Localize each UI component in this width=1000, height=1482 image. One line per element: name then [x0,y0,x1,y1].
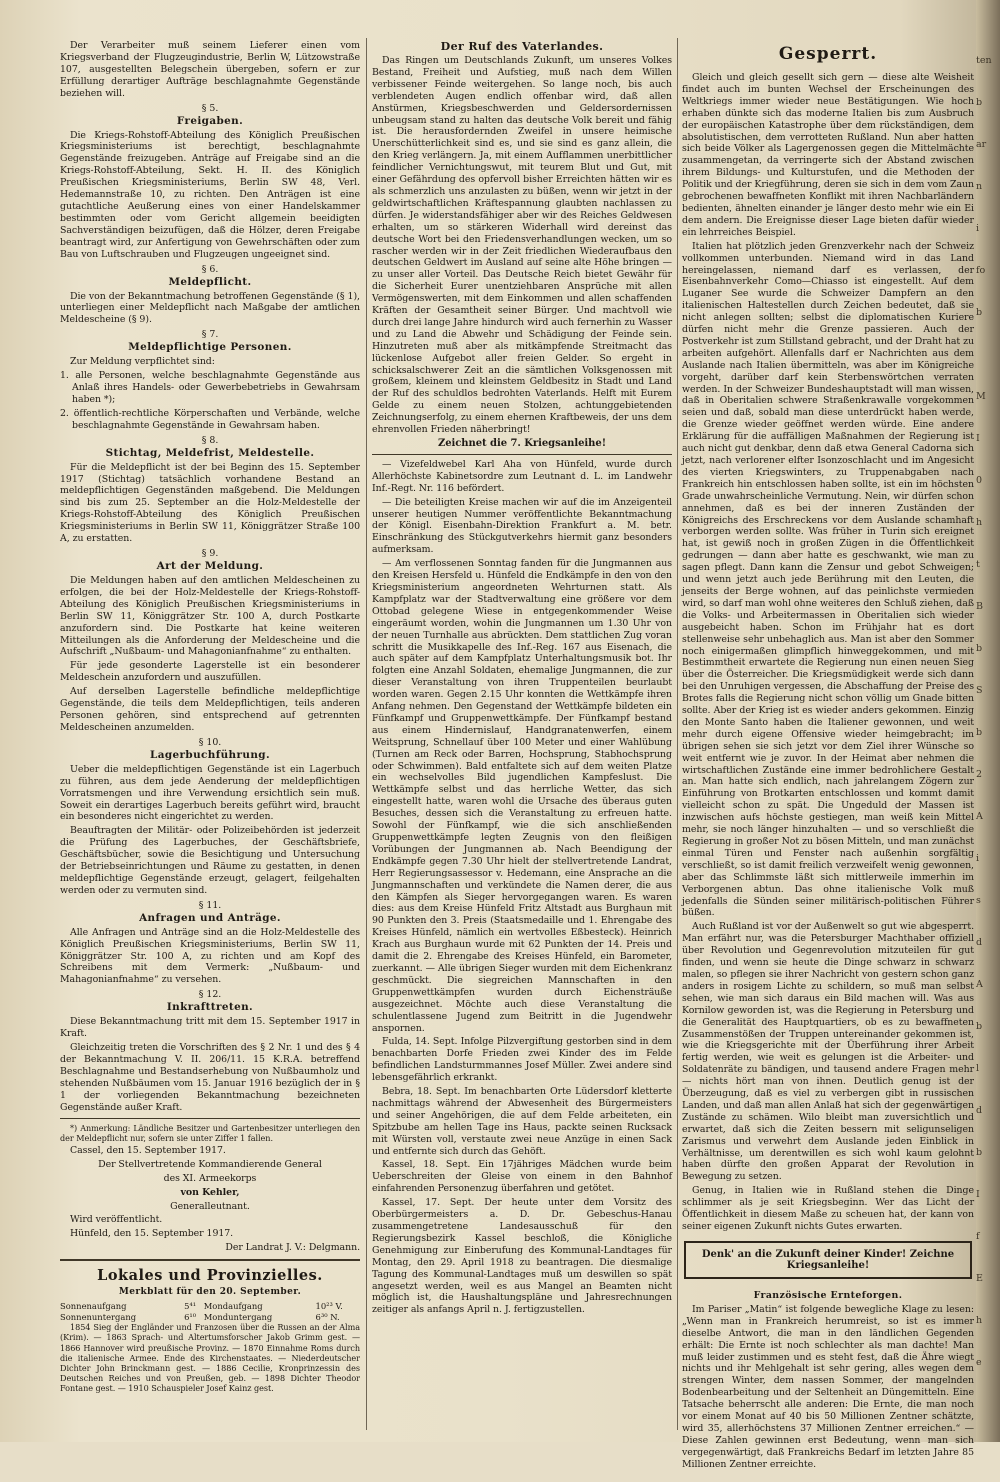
section-7-number: § 7. [201,329,219,341]
section-6-text: Die von der Bekanntmachung betroffenen Gegenstände (§ 1), unterliegen einer Meldepflicht nach Maßgabe der amtlichen Meldescheine (§ 9). [60,290,360,326]
section-7-list [60,370,360,432]
section-7-item-1: 1. alle Personen, welche beschlagnahmte Gegenstände aus Anlaß ihres Handels- oder Gewerbebetriebs in Gewahrsam haben *); [60,370,360,405]
intro-paragraph: Der Verarbeiter muß seinem Lieferer einen vom Kriegsverband der Flugzeugindustrie, Berlin W, Lützowstraße 107, ausgestellten Belegschein übergeben, sofern er zur Erfüllung derartiger Aufträge beschlagnahmte Gegenstände beziehen will. [60,40,360,99]
news-railway-notice: — Die beteiligten Kreise machen wir auf die im Anzeigenteil unserer heutigen Nummer veröffentlichte Bekanntmachung der Königl. Eisenbahn-Direktion Frankfurt a. M. betr. Einschränkung des Stückgutverkehrs hiermit ganz besonders aufmerksam. [372,496,672,556]
section-8-text: Für die Meldepflicht ist der bei Beginn des 15. September 1917 (Stichtag) tatsächlich vorhandene Bestand an meldepflichtigen Gegenständen maßgebend. Die Meldungen sind bis zum 25. September an die Holz-Meldestelle der Kriegs-Rohstoff-Abteilung des Königlich Preußischen Kriegsministeriums in Berlin SW 11, Königgrätzer Straße 100 A, zu erstatten. [60,461,360,545]
section-12-text-1: Diese Bekanntmachung tritt mit dem 15. September 1917 in Kraft. [60,1016,360,1040]
landrat-signature: Der Landrat J. V.: Delgmann. [225,1242,360,1254]
page-edge-text: ten b ar n i fo b M I 0 h t B b S b 2 A i s d A b l d b I f E h e [976,55,992,1368]
section-11-text: Alle Anfragen und Anträge sind an die Holz-Meldestelle des Königlich Preußischen Kriegsministeriums, Berlin SW 11, Königgrätzer Str. 100 A, zu richten und am Kopf des Schreibens mit dem Vermerk: „Nußbaum- und Mahagonianfnahme“ zu versehen. [60,926,360,986]
war-loan-box: Denk' an die Zukunft deiner Kinder! Zeichne Kriegsanleihe! [684,1241,972,1279]
footnote: *) Anmerkung: Ländliche Besitzer und Gartenbesitzer unterliegen den der Meldepflicht nur, sofern sie unter Ziffer 1 fallen. [60,1122,360,1143]
vaterland-closing: Zeichnet die 7. Kriegsanleihe! [437,438,607,449]
almanac-time: 6¹⁰ [184,1311,197,1322]
section-9-text-3: Auf derselben Lagerstelle befindliche meldepflichtige Gegenstände, die teils dem Meldepflichtigen, teils anderen Personen gehören, sind entsprechend auf getrennten Meldescheinen anzumelden. [60,686,360,733]
gesperrt-paragraph-3: Auch Rußland ist vor der Außenwelt so gut wie abgesperrt. Man erfährt nur, was die Petersburger Machthaber offiziell über Revolution und Gegenrevolution mitzuteilen für gut finden, und wenn sie heute die Dinge schwarz in schwarz malen, so pflegen sie ihrer Nachricht von gestern schon ganz anders in rosigem Lichte zu schildern, so muß man selbst sehen, wie man sich daraus ein Bild machen will. Was aus Kornilow geworden ist, was die Regierung in Petersburg und die Generalität des Hauptquartiers, ob es zu bewaffneten Zusammenstößen der Truppen untereinander gekommen ist, wie die Kriegsgerichte mit der Überführung ihrer Arbeit fertig werden, wie weit es gelungen ist die Arbeiter- und Soldatenräte zu bändigen, und tausend andere Fragen mehr — nichts hört man von ihnen. Deutlich genug ist der Überzeugung, daß es viel zu verbergen gibt in russischen Landen, und daß man allen Anlaß hat sich der gegenwärtigen Zustände zu schämen. Wilo bleibt man zuversichtlich und erwartet, daß sich die Zeiten bessern mit seligunseligen Zarismus und verwehrt dem Auslande jeden Einblick in Verhältnisse, um derentwillen es sich wohl kaum gelohnt haben dürfte den großen Apparat der Revolution in Bewegung zu setzen. [682,921,974,1183]
place-date: Cassel, den 15. September 1917. [70,1144,226,1156]
section-6-number: § 6. [201,263,219,275]
almanac-label: Sonnenuntergang [60,1311,137,1322]
section-10-number: § 10. [198,736,222,748]
news-kassel-landtag: Kassel, 17. Sept. Der heute unter dem Vorsitz des Oberbürgermeisters a. D. Dr. Gebeschus-Hanau zusammengetretene Landesausschuß für den Regierungsbezirk Kassel beschloß, die Königliche Genehmigung zur Einberufung des Kommunal-Landtages für Montag, den 29. April 1918 zu beantragen. Die diesmalige Tagung des Kommunal-Landtages muß um deswillen so spät angesetzt werden, weil es aus Mangel an Beamten nicht möglich ist, die Haushaltungspläne und Jahresrechnungen zeitiger als anfangs April n. J. fertigzustellen. [372,1197,672,1316]
news-youth-contest: — Am verflossenen Sonntag fanden für die Jungmannen aus den Kreisen Hersfeld u. Hünfeld die Endkämpfe in den von den Kriegsministerium angeordneten Wehrturnen statt. Als Kampfplatz war der Stadtverwaltung eine größere vor dem Ottobad gelegene Wiese in entgegenkommender Weise eingeräumt worden, wohin die Jungmannen um 1.30 Uhr von der neuen Turnhalle aus abrückten. Dem stattlichen Zug voran schritt die Musikkapelle des Inf.-Reg. 167 aus Eisenach, die auch später auf dem Kampfplatz Unterhaltungsmusik bot. Ihr folgten eine Anzahl Soldaten, ehemalige Jungmannen, die zur dieser Veranstaltung von ihren Truppenteilen beurlaubt worden waren. Gegen 2.15 Uhr konnten die Wettkämpfe ihren Anfang nehmen. Den Gegenstand der Wettkämpfe bildeten ein Fünfkampf und Gruppenwettkämpfe. Der Fünfkampf bestand aus einem Hindernislauf, Handgranatenwerfen, einem Weitsprung, Schnellauf über 100 Meter und einer Wahlübung (Turnen am Reck oder Barren, Hochsprung, Stabhochsprung oder Schwimmen). Bald entfaltete sich auf dem weiten Platze ein wechselvolles Bild jugendlichen Kampfeslust. Die Wettkämpfe selbst und das herrliche Wetter, das sich eingestellt hatte, waren wohl die Ursache des überaus guten Besuches, dessen sich die Veranstaltung zu erfreuen hatte. Sowohl der Fünfkampf, wie die sich anschließenden Gruppenwettkämpfe legten Zeugnis von den fleißigen Vorübungen der Jungmannen ab. Nach Beendigung der Endkämpfe gegen 7.30 Uhr hielt der stellvertretende Landrat, Herr Regierungsassessor v. Hedemann, eine Ansprache an die Jungmannschaften und verkündete die Namen derer, die aus den Kämpfen als Sieger hervorgegangen waren. Es waren dies: aus dem Kreise Hünfeld Fritz Altstadt aus Burghaun mit 90 Punkten den 3. Preis (Staatsmedaille und 1. Ehrengabe des Kreises Hünfeld, nämlich ein wertvolles Eßbesteck). Heinrich Krach aus Burghaun wurde mit 62 Punkten der 14. Preis und damit die 2. Ehrengabe des Kreises Hünfeld, ein Barometer, zuerkannt. — Alle übrigen Sieger wurden mit dem Eichenkranz geschmückt. Die siegreichen Mannschaften in den Gruppenwettkämpfen wurden durch Eichensträuße ausgezeichnet. Möchte auch diese Veranstaltung die schulentlassene Jugend zum Beitritt in die Jugendwehr anspornen. [372,558,672,1034]
column-middle [372,40,672,1425]
gesperrt-title: Gesperrt. [778,44,878,64]
signature-line-2: des XI. Armeekorps [163,1172,257,1184]
lokales-divider [60,1259,360,1261]
almanac-table [60,1301,360,1322]
column-rule [366,38,367,1430]
news-kassel-accident: Kassel, 18. Sept. Ein 17jähriges Mädchen wurde beim Ueberschreiten der Gleise von einem in den Bahnhof einfahrenden Personenzug überfahren und getötet. [372,1159,672,1195]
lokales-title: Lokales und Provinzielles. [97,1267,323,1285]
section-8-number: § 8. [201,434,219,446]
column-left [60,40,360,1425]
section-11-number: § 11. [198,899,222,911]
gesperrt-paragraph-2: Italien hat plötzlich jeden Grenzverkehr nach der Schweiz vollkommen unterbunden. Niemand wird in das Land hereingelassen, niemand darf es verlassen, der Eisenbahnverkehr Como—Chiasso ist eingestellt. Auf dem Luganer See wurde die Schweizer Dampfern an den italienischen Haltestellen durch Zeichen bedeutet, daß sie nicht anlegen sollten; selbst die diplomatischen Kuriere dürfen nicht mehr die Grenze passieren. Auch der Postverkehr ist zum Stillstand gebracht, und der Draht hat zu arbeiten aufgehört. Allenfalls darf er Nachrichten aus dem Auslande nach Italien übermitteln, was aber im Königreiche vorgeht, darüber darf kein Sterbenswörtchen verraten werden. In der Schweizer Bundeshauptstadt will man wissen, daß in Oberitalien schwere Straßenkrawalle vorgekommen seien und daß, sobald man diese unterdrückt haben werde, die Grenze wieder geöffnet werden würde. Eine andere Erklärung für die auffälligen Maßnahmen der Regierung ist auch nicht gut denkbar, denn daß etwa General Cadorna sich jetzt, nach verlorener elfter Isonzoschlacht und im Angesicht des vierten Kriegswinters, zu Truppenabgaben nach Frankreich hin entschlossen haben sollte, ist ein im höchsten Grade unwahrscheinliche Vermutung. Nein, wir dürfen schon annehmen, daß es bei der inneren Zuständen der Königreichs des Erschreckens vor dem Auslande schamhaft verborgen werden sollte. Was früher in Turin sich ereignet hat, ist gewiß noch in großen Zügen in die Öffentlichkeit gedrungen — dann aber hatte es geschwankt, wie man zu sagen pflegt. Dann kann die Zensur und gebot Schweigen; und wenn jetzt auch jede Berührung mit den Leuten, die jenseits der Berge wohnen, auf das peinlichste vermieden wird, so darf man wohl ohne weiteres den Schluß ziehen, daß die Volks- und Arbeitermassen in Oberitalien sich wieder ausgebeicht haben. Schon im Frühjahr hat es dort stellenweise sehr unbehaglich aus. Man ist aber den Sommer noch einigermaßen glimpflich hinweggekommen, und mit Bestimmtheit erwartete die Regierung nun einen neuen Sieg über die Österreicher. Die Kriegsmüdigkeit werde sich dann bei den Unruhigen vergessen, die Abschaffung der Preise des Brotes falls die Regierung nicht schon völlig um Gnade bitten sollte. Aber der Krieg ist es wieder anders gekommen. Einzig den Monte Santo haben die Italiener gewonnen, und weit mehr durch eigene Offensive wieder heimgebracht; im übrigen sehen sie sich jetzt vor dem Ziel ihrer Wünsche so weit entfernt wie je zuvor. In der Heimat aber nehmen die wirtschaftlichen Zustände eine immer bedrohlichere Gestalt an. Man hatte sich endlich, nach jahrelangem Zögern zur Einführung von Brotkarten entschlossen und kommt damit vielleicht schon zu spät. Die Ungeduld der Massen ist inzwischen aufs höchste gestiegen, man weiß kein Mittel mehr, sie noch länger hinzuhalten — und so verschließt die Regierung in großer Not zu bösen Mitteln, und man zunächst einmal Türen und Fenster nach außenhin sorgfältig verschließt, so ist damit freilich verzweifelt wenig gewonnen, aber das Schlimmste läßt sich mittlerweile immerhin im Verborgenen abtun. Das ohne italienische Volk muß jedenfalls die Sünden seiner militärisch-politischen Führer büßen. [682,240,974,919]
section-5-text: Die Kriegs-Rohstoff-Abteilung des Königlich Preußischen Kriegsministeriums ist berechtigt, beschlagnahmte Gegenstände freizugeben. Anträge auf Freigabe sind an die Kriegs-Rohstoff-Abteilung, Sekt. H. II. des Königlich Preußischen Kriegsministeriums, Berlin SW 48, Verl. Hedemannstraße 10, zu richten. Den Anträgen ist eine gutachtliche Aeußerung eines von einer Handelskammer bestimmten oder vom Gericht allgemein beeidigten Sachverständigen beizufügen, daß die Hölzer, deren Freigabe beantragt wird, zur Anfertigung von Gewehrschäften oder zum Bau von Luftschrauben und Flugzeugen ungeeignet sind. [60,129,360,260]
section-5-number: § 5. [201,102,219,114]
column-rule [677,38,678,1430]
section-10-text-1: Ueber die meldepflichtigen Gegenstände ist ein Lagerbuch zu führen, aus dem jede Aenderung der meldepflichtigen Vorratsmengen und ihre Verwendung ersichtlich sein muß. Soweit ein derartiges Lagerbuch bereits geführt wird, braucht ein besonderes nicht eingerichtet zu werden. [60,763,360,823]
section-11-heading: Anfragen und Anträge. [139,911,281,924]
harvest-heading: Französische Ernteforgen. [753,1289,903,1301]
section-7-heading: Meldepflichtige Personen. [128,341,292,354]
almanac-time: 6³⁰ N. [315,1311,340,1322]
signature-rank: Generalleutnant. [170,1200,250,1212]
footnote-divider [60,1118,360,1119]
section-12-number: § 12. [198,989,222,1001]
article-divider [372,454,672,455]
vaterland-title: Der Ruf des Vaterlandes. [440,40,604,53]
signature-line-1: Der Stellvertretende Kommandierende General [98,1158,322,1170]
almanac-row [60,1301,360,1312]
section-9-heading: Art der Meldung. [156,560,264,572]
section-10-heading: Lagerbuchführung. [150,748,270,761]
harvest-text: Im Pariser „Matin“ ist folgende bewegliche Klage zu lesen: „Wenn man in Frankreich herumreist, so ist es immer dieselbe Antwort, die man in den ländlichen Gegenden erhält: Die Ernte ist noch schlechter als man dachte! Man muß leider zustimmen und es steht fest, daß die Ähre wiegt nichts und ihr Mehlgehalt ist sehr gering, alles wegen dem strengen Winter, dem nassen Sommer, der mangelnden Bodenbearbeitung und der Seltenheit an Düngemitteln. Eine Tatsache beherrscht alle anderen: Die Ernte, die man noch vor einem Monat auf 40 bis 50 Millionen Zentner schätzte, wird 35, allerhöchstens 37 Millionen Zentner erreichen.“ — Diese Zahlen gewinnen erst Bedeutung, wenn man sich vergegenwärtigt, daß Frankreichs Bedarf im letzten Jahre 85 Millionen Zentner erreichte. [682,1303,974,1470]
gesperrt-paragraph-1: Gleich und gleich gesellt sich gern — diese alte Weisheit findet auch im bunten Wechsel der Erscheinungen des Weltkriegs immer wieder neue Bestätigungen. Wie hoch erhaben dünkte sich das moderne Italien bis zum Ausbruch der europäischen Katastrophe über dem rückständigen, dem absolutistischen, dem verrotteten Rußland. Nun aber hatten sich beide Völker als Lagergenossen gegen die Mittelmächte zusammengetan, da verringerte sich der Abstand zwischen ihrem Bildungs- und Kulturstufen, und die Methoden der Politik und der Kriegführung, deren sie sich in dem vom Zaun gebrochenen bewaffneten Konflikt mit ihren Nachbarländern bedienten, ähnelten einander je länger desto mehr wie ein Ei dem andern. Die Ereignisse dieser Lage bieten dafür wieder ein lehrreiches Beispiel. [682,72,974,238]
section-7-intro: Zur Meldung verpflichtet sind: [70,356,215,368]
almanac-label: Monduntergang [203,1311,273,1322]
section-8-heading: Stichtag, Meldefrist, Meldestelle. [105,446,315,459]
almanac-events: 1854 Sieg der Engländer und Franzosen über die Russen an der Alma (Krim). — 1863 Sprach- und Altertumsforscher Jakob Grimm gest. — 1866 Hannover wird preußische Provinz. — 1870 Einnahme Roms durch die italienische Armee. Ende des Kirchenstaates. — Niederdeutscher Dichter John Brinckmann gest. — 1886 Cecilie, Kronprinzessin des Deutschen Reiches und von Preußen, geb. — 1898 Dichter Theodor Fontane gest. — 1910 Schauspieler Josef Kainz gest. [60,1322,360,1394]
merkblatt-heading: Merkblatt für den 20. September. [118,1287,302,1298]
news-promotion: — Vizefeldwebel Karl Aha von Hünfeld, wurde durch Allerhöchste Kabinetsordre zum Leutnant d. L. im Landwehr Inf.-Regt. Nr. 116 befördert. [372,458,672,494]
section-12-text-2: Gleichzeitig treten die Vorschriften des § 2 Nr. 1 und des § 4 der Bekanntmachung V. II. 206/11. 15 K.R.A. betreffend Beschlagnahme und Bestandserhebung von Nußbaumholz und stehenden Nußbäumen vom 15. Januar 1916 bezüglich der in § 1 der vorliegenden Bekanntmachung bezeichneten Gegenstände außer Kraft. [60,1042,360,1113]
section-10-text-2: Beauftragten der Militär- oder Polizeibehörden ist jederzeit die Prüfung des Lagerbuches, der Geschäftsbriefe, Geschäftsbücher, sowie die Besichtigung und Untersuchung der Betriebseinrichtungen und Räume zu gestatten, in denen meldepflichtige Gegenstände erzeugt, gelagert, feilgehalten werden oder zu vermuten sind. [60,825,360,896]
news-bebra: Bebra, 18. Sept. Im benachbarten Orte Lüdersdorf kletterte nachmittags während der Abwesenheit des Bürgermeisters und seiner Angehörigen, die auf dem Felde arbeiteten, ein Spitzbube am hellen Tage ins Haus, packte seinen Rucksack mit Würsten voll, verstaute zwei neue Anzüge in einen Sack und entfernte sich durch das Gehöft. [372,1086,672,1157]
section-9-number: § 9. [201,548,219,559]
section-7-item-2: 2. öffentlich-rechtliche Körperschaften und Verbände, welche beschlagnahmte Gegenstände in Gewahrsam haben. [60,407,360,431]
section-5-heading: Freigaben. [176,114,244,127]
published-note: Wird veröffentlicht. [70,1214,163,1226]
almanac-label: Sonnenaufgang [60,1301,127,1312]
section-6-heading: Meldepflicht. [168,275,252,288]
column-right [682,40,974,1470]
almanac-time: 10²³ V. [315,1301,343,1312]
vaterland-text: Das Ringen um Deutschlands Zukunft, um unseres Volkes Bestand, Freiheit und Aufstieg, muß nach dem Willen verbissener Feinde weitergehen. So lange noch, bis auch verblendeten Augen endlich offenbar wird, daß allen Anstürmen, Kriegsbeschwerden und Geldersordernissen unbeugsam stand zu halten das deutsche Volk bereit und fähig ist. Die herausfordernden Zweifel in unsere heimische Unerschütterlichkeit sind es, und sie sind es ganz allein, die den Krieg verlängern. Ja, mit einem Aufflammen unerbittlicher feindlicher Vernichtungswut, mit teurem Blut und Gut, mit einer Gefährdung des opfervoll bisher Erreichten hätten wir es als schmerzlich uns anzulasten zu büßen, wenn wir jetzt in der geldwirtschaftlichen Kräftespannung glaubten nachlassen zu dürfen. Je widerstandsfähiger aber wir des Reiches Geldwesen erhalten, um so stärkeren Widerhall wird dereinst das deutsche Wort bei den Friedensverhandlungen wecken, um so rascher werden wir in der Zeit friedlichen Wiederaufbaus den deutschen Geldwert im Ausland auf seine alte Höhe bringen — zu unser aller Vorteil. Das Deutsche Reich bietet Gewähr für die Sicherheit Eurer unentziehbaren Ansprüche mit allen Vermögenswerten, mit dem Einkommen und allen schaffenden Kräften der Gesamtheit seiner Bürger. Und machtvoll wie durch drei lange Jahre hindurch wird auch fernerhin zu Wasser und zu Land die Abwehr und Schädigung der Feinde sein. Hinzutreten muß aber als mitkämpfende Streitmacht das lückenlose Aufgebot aller freien Gelder. So ergeht in schicksalschwerer Zeit an die sämtlichen Volksgenossen mit großem, kleinem und kleinstem Geldbesitz in Stadt und Land der Ruf des schuldlos bedrohten Vaterlands. Helft mit Eurem Gelde zu einem neuen Stolzen, achtunggebietenden Zeichnungserfolg, zu einem ehernen Kraftbeweis, der uns dem ehrenvollen Frieden näherbringt! [372,55,672,436]
almanac-label: Mondaufgang [203,1301,263,1312]
almanac-row [60,1312,360,1323]
signature-name: von Kehler, [180,1186,240,1198]
news-fulda: Fulda, 14. Sept. Infolge Pilzvergiftung gestorben sind in dem benachbarten Dorfe Frieden zwei Kinder des im Felde befindlichen Landsturmmannes Josef Müller. Zwei andere sind lebensgefährlich erkrankt. [372,1036,672,1084]
almanac [60,1301,360,1393]
section-12-heading: Inkrafttreten. [166,1001,254,1014]
almanac-time: 5⁴¹ [184,1301,197,1312]
section-9-text-1: Die Meldungen haben auf den amtlichen Meldescheinen zu erfolgen, die bei der Holz-Meldestelle der Kriegs-Rohstoff-Abteilung des Königlich Preußischen Kriegsministeriums in Berlin SW 11, Königgrätzer Str. 100 A, durch Postkarte anzufordern sind. Die Postkarte hat keine weiteren Mitteilungen als die Anforderung der Meldescheine und die Aufschrift „Nußbaum- und Mahagonianfnahme“ zu enthalten. [60,575,360,658]
gesperrt-paragraph-4: Genug, in Italien wie in Rußland stehen die Dinge schlimmer als je seit Kriegsbeginn. Wer das Licht der Öffentlichkeit in diesem Maße zu scheuen hat, der kann von seiner eigenen Zukunft nichts Gutes erwarten. [682,1185,974,1232]
section-9-text-2: Für jede gesonderte Lagerstelle ist ein besonderer Meldeschein anzufordern und auszufüllen. [60,660,360,684]
published-place-date: Hünfeld, den 15. September 1917. [70,1228,234,1240]
